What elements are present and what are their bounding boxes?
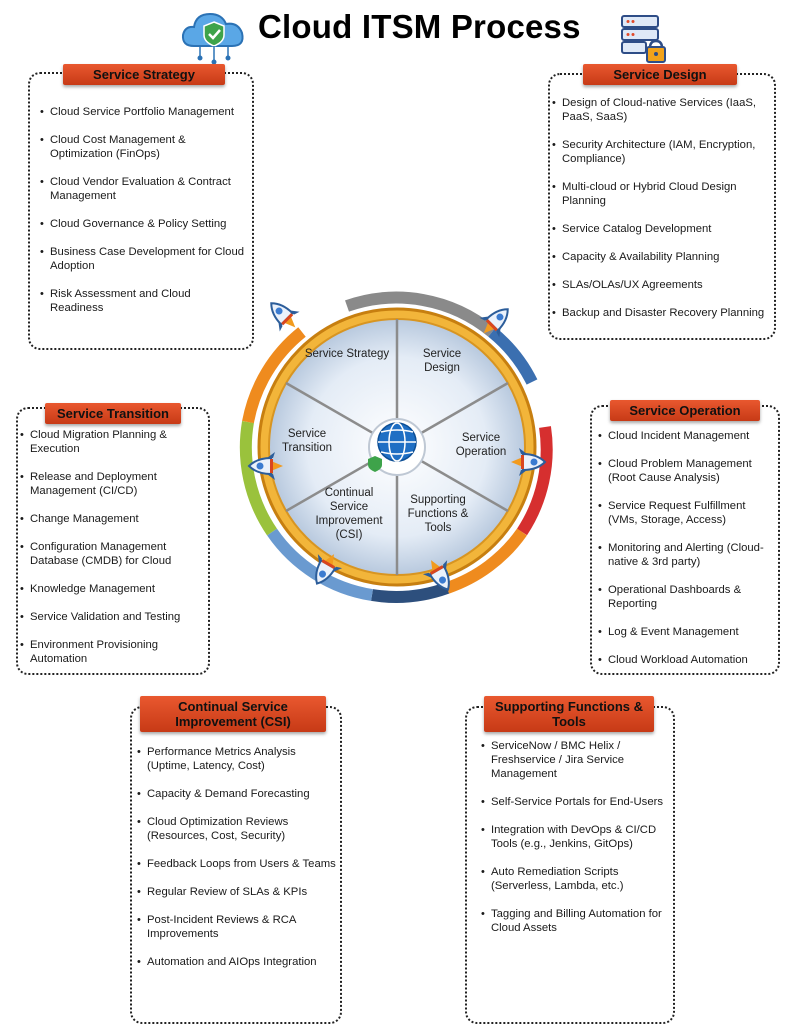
rocket-icon	[505, 440, 549, 484]
list-item: • Self-Service Portals for End-Users	[481, 795, 671, 809]
service-transition-header: Service Transition	[45, 403, 181, 424]
list-item: • Service Catalog Development	[552, 222, 770, 236]
list-item: • Cloud Optimization Reviews (Resources, Cost, Security)	[137, 815, 337, 843]
list-item: • Cloud Service Portfolio Management	[40, 105, 245, 119]
list-item: • Cloud Governance & Policy Setting	[40, 217, 245, 231]
rocket-icon	[473, 300, 517, 344]
list-item: • Business Case Development for Cloud Adoption	[40, 245, 245, 273]
list-item: • Environment Provisioning Automation	[20, 638, 206, 666]
list-item: • SLAs/OLAs/UX Agreements	[552, 278, 770, 292]
supporting-functions-list	[481, 739, 671, 935]
list-item: • Cloud Cost Management & Optimization (FinOps)	[40, 133, 245, 161]
list-item: • Automation and AIOps Integration	[137, 955, 337, 969]
list-item: • Cloud Problem Management (Root Cause Analysis)	[598, 457, 778, 485]
list-item: • Cloud Migration Planning & Execution	[20, 428, 206, 456]
rocket-icon	[245, 444, 289, 488]
service-transition-list	[20, 428, 206, 666]
list-item: • Cloud Workload Automation	[598, 653, 778, 667]
wheel-label-design: Service Design	[422, 348, 462, 374]
cloud-security-logo-icon	[180, 8, 248, 66]
list-item: • Regular Review of SLAs & KPIs	[137, 885, 337, 899]
list-item: • Performance Metrics Analysis (Uptime, Latency, Cost)	[137, 745, 337, 773]
wheel-label-csi: Continual Service Improvement (CSI)	[315, 487, 383, 541]
wheel-label-strategy: Service Strategy	[304, 348, 390, 360]
supporting-functions-header: Supporting Functions & Tools	[484, 696, 654, 732]
wheel-label-supporting: Supporting Functions & Tools	[407, 494, 469, 534]
list-item: • Auto Remediation Scripts (Serverless, Lambda, etc.)	[481, 865, 671, 893]
list-item: • Multi-cloud or Hybrid Cloud Design Planning	[552, 180, 770, 208]
list-item: • Log & Event Management	[598, 625, 778, 639]
list-item: • Capacity & Demand Forecasting	[137, 787, 337, 801]
list-item: • Backup and Disaster Recovery Planning	[552, 306, 770, 320]
list-item: • Service Request Fulfillment (VMs, Storage, Access)	[598, 499, 778, 527]
service-design-header: Service Design	[583, 64, 737, 85]
list-item: • Monitoring and Alerting (Cloud-native & 3rd party)	[598, 541, 778, 569]
list-item: • Configuration Management Database (CMDB) for Cloud	[20, 540, 206, 568]
list-item: • Risk Assessment and Cloud Readiness	[40, 287, 245, 315]
service-operation-list	[598, 429, 778, 667]
page-title: Cloud ITSM Process	[258, 8, 581, 45]
rocket-icon	[304, 546, 348, 590]
list-item: • Capacity & Availability Planning	[552, 250, 770, 264]
list-item: • Cloud Incident Management	[598, 429, 778, 443]
service-strategy-list	[40, 105, 245, 315]
list-item: • Service Validation and Testing	[20, 610, 206, 624]
wheel-label-transition: Service Transition	[281, 428, 333, 454]
list-item: • Change Management	[20, 512, 206, 526]
csi-list	[137, 745, 337, 969]
wheel-label-operation: Service Operation	[455, 432, 507, 458]
list-item: • Integration with DevOps & CI/CD Tools (e.g., Jenkins, GitOps)	[481, 823, 671, 851]
list-item: • ServiceNow / BMC Helix / Freshservice / Jira Service Management	[481, 739, 671, 781]
list-item: • Release and Deployment Management (CI/CD)	[20, 470, 206, 498]
rocket-icon	[262, 294, 306, 338]
list-item: • Post-Incident Reviews & RCA Improvements	[137, 913, 337, 941]
service-design-list	[552, 96, 770, 320]
list-item: • Cloud Vendor Evaluation & Contract Management	[40, 175, 245, 203]
service-strategy-header: Service Strategy	[63, 64, 225, 85]
list-item: • Knowledge Management	[20, 582, 206, 596]
server-lock-icon	[618, 14, 668, 66]
list-item: • Feedback Loops from Users & Teams	[137, 857, 337, 871]
service-operation-header: Service Operation	[610, 400, 760, 421]
rocket-icon	[417, 552, 461, 596]
list-item: • Tagging and Billing Automation for Cloud Assets	[481, 907, 671, 935]
csi-header: Continual Service Improvement (CSI)	[140, 696, 326, 732]
list-item: • Operational Dashboards & Reporting	[598, 583, 778, 611]
list-item: • Design of Cloud-native Services (IaaS, PaaS, SaaS)	[552, 96, 770, 124]
list-item: • Security Architecture (IAM, Encryption, Compliance)	[552, 138, 770, 166]
